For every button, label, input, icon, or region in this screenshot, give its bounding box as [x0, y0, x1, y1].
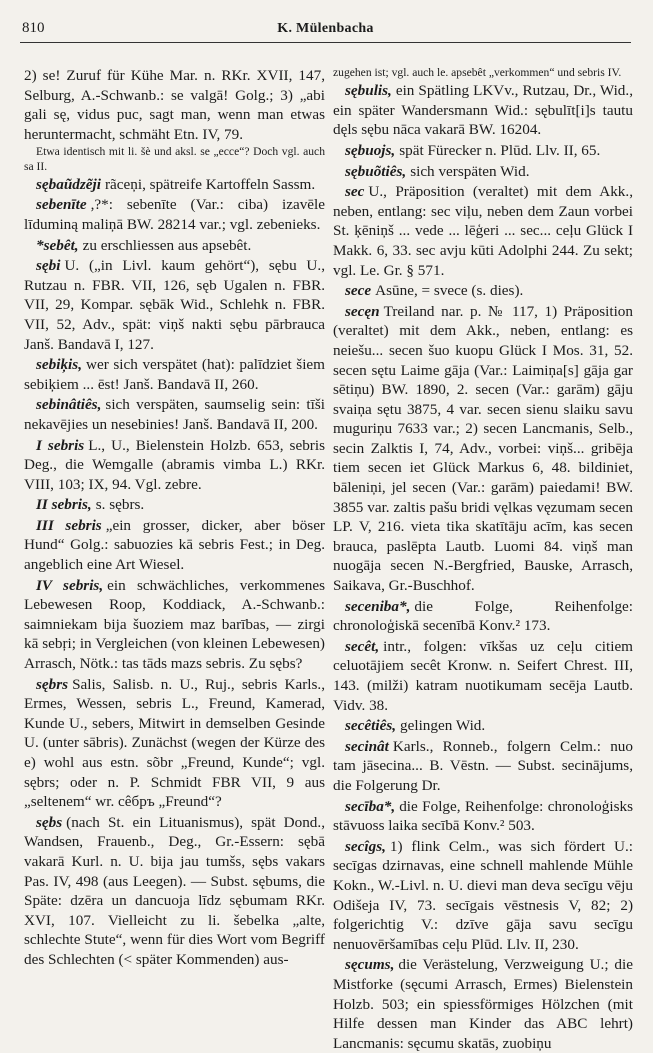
dictionary-entry: [24, 675, 325, 812]
entry-headword: *sebêt,: [36, 236, 79, 254]
entry-headword: sębrs: [36, 675, 69, 693]
entry-text: (nach St. ein Lituanismus), spät Dond., Wandsen, Frauenb., Deg., Gr.-Essern: sębā vakarā Kurl. n. U. bija jau tumšs, sębs vakars Pas. IV, 498 (aus Leegen). — Subst. sębums, die Späte: dzēra un dancuoja līdz sębumam RKr. XVI, 107. Vielleicht zu li. šebelka „alte, schlechte Stute“, wenn für dies Wort vom Begriff des Schlechten (< später Kommenden) aus-: [24, 813, 325, 968]
dictionary-entry: [333, 302, 633, 596]
entry-headword: secība*,: [345, 797, 396, 815]
entry-text: Treiland nar. p. № 117, 1) Präposition (veraltet) mit dem Akk., neben, entlang: es neiešu... secen šuo kuopu Glück I Mos. 31, 52. secen sętu Laime gāja (Var.: Laimiņa[s] gāja gar sētiņu) BW. 1890, 2. secen (Var.: garām) gāju svaiņa sętu 3875, 4 var. secen sienu slaiku savu muguriņu 7633 var.; 2) secen Lancmanis, Selb., secin Zalktis I, 74, Adv., vorbei: viņš... gribēja tiem secen iet Glück Markus 6, 48. bildiniet, bāleniņi, jel secen (Var.: garām) paiedami! BW. 3855 var. zaltis pašu bridi vęlkas vęzumam secen LP. V, 216. vieta tika skatītāju acīm, kas secen brauca, paslēpta Lautb. Luomi 84. viņš man nuogāja secen N.-Bergfried, Bauske, Arrasch, Saikava, Gr.-Buschhof.: [333, 302, 633, 595]
dictionary-entry: [24, 256, 325, 354]
entry-headword: secęn: [345, 302, 380, 320]
entry-headword: sębs: [36, 813, 63, 831]
entry-headword: secêt,: [345, 637, 380, 655]
entry-text: intr., folgen: vīkšas uz ceļu citiem celuotājiem secêt Kronw. n. Seifert Chrest. III, 143. (milži) katram nuotikumam secēja Lautb. Vidv. 38.: [333, 637, 633, 714]
dictionary-entry: [24, 145, 325, 173]
dictionary-entry: [24, 395, 325, 434]
entry-text: 1) flink Celm., was sich fördert U.: secīgas dzirnavas, eine schnell mahlende Mühle Kokn., W.-Livl. n. U. dievi man deva secīgu vēju Odišeja IV, 73. secīgais vēstnesis V, 82; 2) folgerichtig V.: dzīve gāja savu secīgu nenuovēršamības ceļu Plūd. Llv. II, 230.: [333, 837, 633, 953]
entry-text: wer sich verspätet (hat): palīdziet šiem sebiķiem ... ēst! Janš. Bandavā II, 260.: [24, 356, 325, 393]
entry-text: gelingen Wid.: [400, 717, 486, 735]
entry-text: rãceņi, spätreife Kartoffeln Sassm.: [104, 175, 316, 193]
entry-headword: secîgs,: [345, 837, 386, 855]
dictionary-entry: [333, 955, 633, 1053]
entry-text: U. („in Livl. kaum gehört“), sębu U., Rutzau n. FBR. VII, 126, sęb Ugalen n. FBR. VII, 29, Kompar. sębāk Wid., Schlehk n. FBR. VII, 52, Adv., spät: viņš nakti sębu pārbrauca Janš. Bandavā I, 127.: [24, 257, 325, 353]
dictionary-entry: [24, 66, 325, 144]
entry-headword: IV sebris,: [36, 576, 104, 594]
entry-text: U., Präposition (veraltet) mit dem Akk., neben, entlang: sec viļu, neben dem Zaun vorbei St. ķēniņš ... vede ... lēģeri ... sec... ceļu Glück I Makk. 6, 33. sec avju kūti Adolphi 244. Zu sekt; vgl. Le. Gr. § 571.: [333, 183, 633, 279]
entry-text: sich verspäten Wid.: [410, 162, 530, 180]
entry-headword: sec: [345, 183, 365, 201]
entry-text: sich verspäten, saumselig sein: tīši nekavējies un nesebinies! Janš. Bandavā II, 200.: [24, 396, 325, 433]
entry-headword: sece: [345, 282, 372, 300]
running-head: K. Mülenbacha: [277, 21, 374, 36]
entry-headword: I sebris: [36, 436, 85, 454]
entry-headword: sębuojs,: [345, 141, 396, 159]
entry-text: „ein grosser, dicker, aber böser Hund“ Golg.: sabuozies kā sebris Fest.; in Deg. angeblich eine Art Wiesel.: [24, 516, 325, 574]
entry-text: ein schwächliches, verkommenes Lebewesen Roop, Koddiack, A.-Schwanb.: saimniekam bija šuoziem maz barības, — zirgi kā sebŗi; in Vergleichen (von kleinen Lebewesen) Arrasch, Nötk.: tas tāds mazs sebris. Zu sębs?: [24, 576, 325, 673]
dictionary-entry: [24, 236, 325, 256]
entry-headword: II sebris,: [36, 496, 92, 514]
entry-text: spät Fürecker n. Plūd. Llv. II, 65.: [399, 141, 601, 159]
entry-headword: III sebris: [36, 516, 102, 534]
dictionary-entry: [24, 436, 325, 495]
entry-text: s. sębrs.: [95, 496, 145, 514]
dictionary-entry: [333, 716, 633, 736]
dictionary-entry: [333, 637, 633, 715]
entry-headword: sęcums,: [345, 956, 395, 974]
entry-text: die Folge, Reihenfolge: chronoloģisks stāvuoss laika secībā Konv.² 503.: [333, 797, 633, 835]
dictionary-entry: [333, 837, 633, 955]
entry-text: zu erschliessen aus apsebêt.: [82, 236, 252, 254]
entry-text: L., U., Bielenstein Holzb. 653, sebris Deg., die Wemgalle (abramis vimba L.) RKr. VIII, 103; IX, 94. Vgl. zebre.: [24, 436, 325, 493]
dictionary-entry: [24, 516, 325, 575]
entry-text: zugehen ist; vgl. auch le. apsebêt „verkommen“ und sebris IV.: [333, 66, 622, 79]
entry-headword: sebiķis,: [36, 356, 82, 374]
dictionary-entry: [24, 355, 325, 394]
dictionary-entry: [333, 281, 633, 301]
dictionary-entry: [24, 813, 325, 970]
entry-text: Karls., Ronneb., folgern Celm.: nuo tam jāsecina... B. Vēstn. — Subst. secinājums, die Folgerung Dr.: [333, 737, 633, 794]
entry-headword: sębulis,: [345, 82, 392, 100]
dictionary-entry: [24, 195, 325, 234]
dictionary-entry: [333, 81, 633, 140]
dictionary-entry: [333, 797, 633, 836]
entry-headword: sebinâtiês,: [36, 396, 102, 414]
entry-text: Etwa identisch mit li. šè und aksl. se „ecce“? Doch vgl. auch sa II.: [24, 145, 325, 173]
page-header: [20, 20, 631, 43]
right-column: [333, 66, 633, 1052]
entry-text: 2) se! Zuruf für Kühe Mar. n. RKr. XVII, 147, Selburg, A.-Schwanb.: se valgā! Golg.; 3) „abi gali sę, vidus puc, sagt man, wenn man etwas heruntermacht, schmäht Etn. IV, 79.: [24, 67, 325, 143]
dictionary-entry: [24, 175, 325, 195]
dictionary-entry: [333, 182, 633, 280]
entry-headword: sębuõtiês,: [345, 162, 407, 180]
entry-headword: sębaũdzẽji: [36, 175, 101, 193]
entry-text: Asūne, = svece (s. dies).: [375, 282, 524, 300]
dictionary-entry: [333, 162, 633, 182]
left-column: [24, 66, 325, 994]
entry-text: ein Spätling LKVv., Rutzau, Dr., Wid., ein später Wandersmann Wid.: sębulīt[i]s tautu dęls sębu nāca vakarā BW. 16204.: [333, 82, 633, 139]
dictionary-entry: [333, 66, 633, 80]
dictionary-entry: [333, 141, 633, 161]
entry-headword: secêtiês,: [345, 717, 397, 735]
dictionary-entry: [24, 495, 325, 515]
entry-text: die Verästelung, Verzweigung U.; die Mistforke (sęcumi Arrasch, Ermes) Bielenstein Holzb. 503; ein spiessförmiges Hölzchen (mit Hilfe dessen man Kinder das ABC lehrt) Lancmanis: sęcumu skatās, zuobiņu: [333, 956, 633, 1052]
dictionary-entry: [333, 597, 633, 636]
entry-headword: seceniba*,: [345, 597, 411, 615]
dictionary-entry: [333, 737, 633, 796]
entry-headword: sebenīte: [36, 196, 87, 214]
entry-text: die Folge, Reihenfolge: chronoloģiskā secenībā Konv.² 173.: [333, 597, 633, 635]
entry-text: Salis, Salisb. n. U., Ruj., sebris Karls., Ermes, Wessen, sebris L., Freund, Kamerad, Kunde U., sebers, Mitwirt in demselben Gesinde U. (unter sābris). Zunächst (wegen der Kürze des e) wohl aus estn. sõbr „Freund, Kunde“; vgl. sębrs; oder n. P. Schmidt FBR VII, 9 aus „seltenem“ wr. cêбръ „Freund“?: [24, 675, 325, 811]
entry-text: ,?*: sebenīte (Var.: ciba) izavēle līduminą maliņā BW. 28214 var.; vgl. zebenieks.: [24, 196, 325, 233]
entry-headword: secinât: [345, 737, 389, 755]
entry-headword: sębi: [36, 257, 61, 275]
page-number: 810: [22, 20, 45, 36]
dictionary-entry: [24, 576, 325, 674]
